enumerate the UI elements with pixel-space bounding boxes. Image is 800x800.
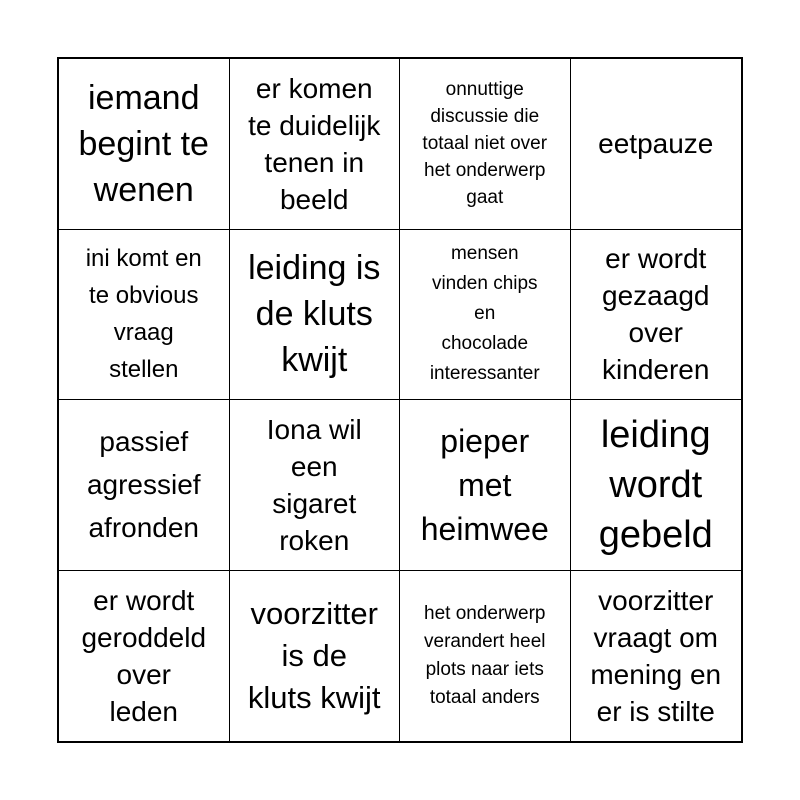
bingo-square-text: leiding wordt gebeld [598, 413, 713, 556]
bingo-square-text: voorzitter is de kluts kwijt [247, 595, 381, 715]
bingo-square-text: pieper met heimwee [420, 422, 549, 547]
bingo-square[interactable] [571, 230, 742, 401]
bingo-square-text: voorzitter vraagt om mening en er is stilte [590, 584, 722, 727]
bingo-square-text: leiding is de kluts kwijt [248, 249, 381, 380]
bingo-square-text: er wordt gezaagd over kinderen [602, 243, 710, 386]
bingo-square[interactable] [571, 59, 742, 230]
bingo-square-text: onnuttige discussie die totaal niet over het onderwerp gaat [422, 79, 548, 209]
bingo-square-text: iemand begint te wenen [78, 78, 209, 209]
bingo-square[interactable] [230, 230, 401, 401]
bingo-square[interactable] [400, 400, 571, 571]
bingo-square-text: mensen vinden chips en chocolade interessanter [429, 243, 540, 385]
bingo-square-text: ini komt en te obvious vraag stellen [85, 245, 202, 384]
bingo-square[interactable] [230, 571, 401, 742]
bingo-card [57, 57, 743, 743]
bingo-square[interactable] [59, 59, 230, 230]
bingo-square[interactable] [400, 571, 571, 742]
bingo-square[interactable] [59, 571, 230, 742]
bingo-square[interactable] [59, 400, 230, 571]
bingo-square-text: er wordt geroddeld over leden [81, 584, 207, 727]
bingo-square-text: er komen te duidelijk tenen in beeld [248, 72, 381, 215]
bingo-square[interactable] [230, 400, 401, 571]
bingo-square[interactable] [571, 571, 742, 742]
bingo-square[interactable] [400, 59, 571, 230]
bingo-square[interactable] [59, 230, 230, 401]
bingo-square-text: het onderwerp verandert heel plots naar iets totaal anders [424, 602, 546, 708]
bingo-square[interactable] [571, 400, 742, 571]
bingo-square-text: passief agressief afronden [86, 426, 201, 544]
bingo-square[interactable] [230, 59, 401, 230]
bingo-square-text: Iona wil een sigaret roken [266, 413, 362, 556]
bingo-square[interactable] [400, 230, 571, 401]
bingo-square-text: eetpauze [598, 128, 714, 160]
